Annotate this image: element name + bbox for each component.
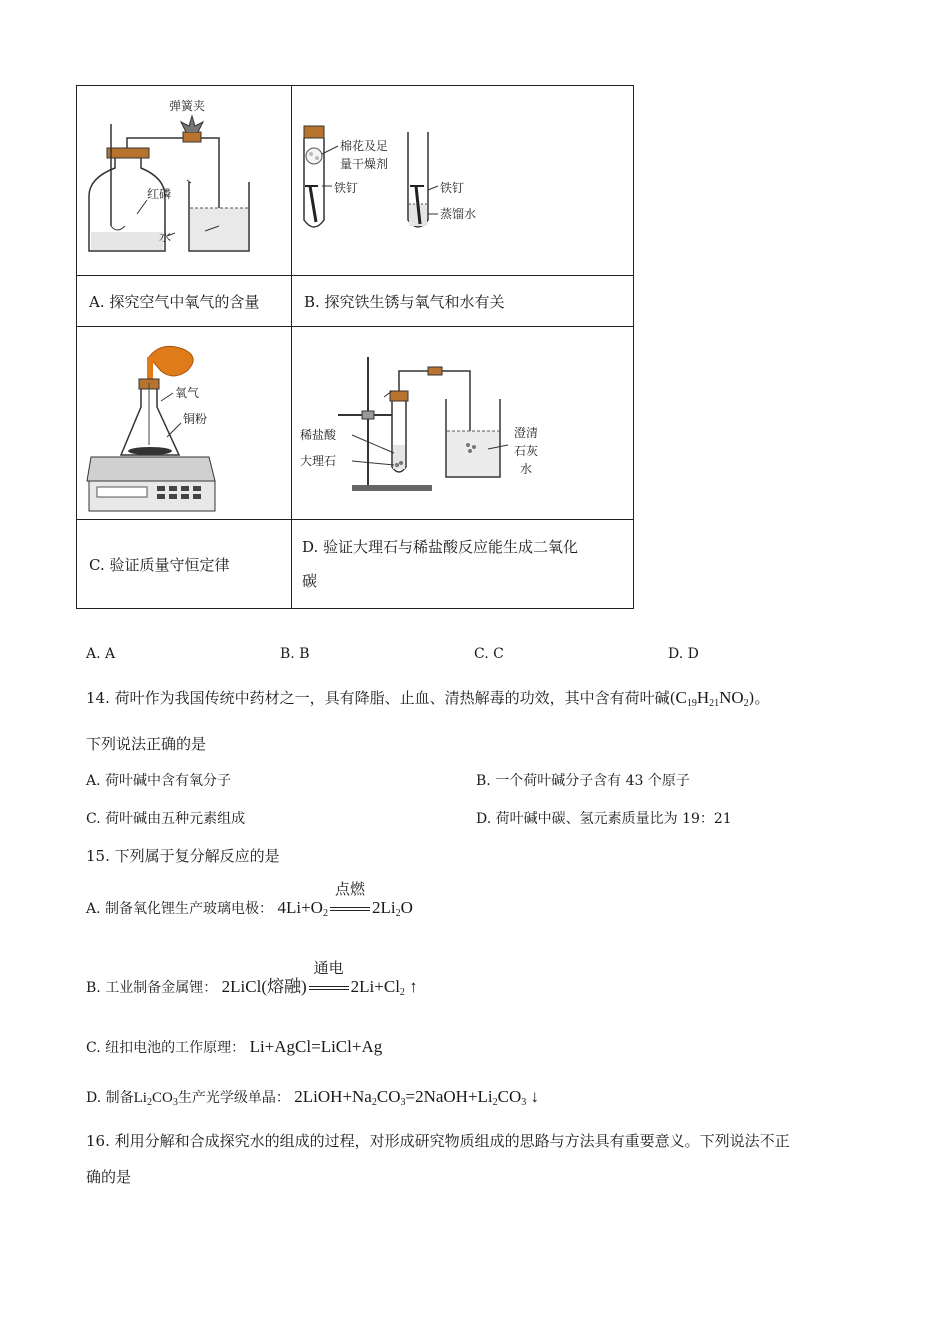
figure-d-cell bbox=[292, 327, 634, 520]
caption-d-line2: 碳 bbox=[302, 572, 318, 590]
molten-label: (熔融) bbox=[261, 977, 307, 996]
label-phosphorus: 红磷 bbox=[147, 187, 172, 201]
label-oxygen: 氧气 bbox=[175, 386, 200, 400]
caption-b: B. 探究铁生锈与氧气和水有关 bbox=[292, 276, 634, 327]
q15-b-text: B. 工业制备金属锂： bbox=[86, 980, 218, 996]
q14-stem bbox=[86, 687, 770, 708]
q15-d-prefix: D. 制备 bbox=[86, 1090, 134, 1106]
label-distilled-water: 蒸馏水 bbox=[440, 207, 477, 221]
q15-option-c[interactable] bbox=[86, 1037, 382, 1057]
q15-a-text: A. 制备氧化锂生产玻璃电极： bbox=[86, 901, 274, 917]
figure-b-cell bbox=[292, 86, 634, 276]
q14-option-a[interactable]: A. 荷叶碱中含有氧分子 bbox=[86, 773, 232, 789]
condition-ignite: 点燃 bbox=[334, 880, 365, 898]
label-cotton-2: 量干燥剂 bbox=[340, 157, 389, 171]
q15-stem: 15. 下列属于复分解反应的是 bbox=[86, 847, 280, 865]
q16-stem-line2: 确的是 bbox=[86, 1168, 132, 1186]
label-limewater-3: 水 bbox=[520, 462, 533, 476]
label-marble: 大理石 bbox=[300, 454, 337, 468]
figure-b-tubes bbox=[292, 86, 632, 271]
label-water-a: 水 bbox=[159, 230, 172, 244]
q16-stem-line1: 16. 利用分解和合成探究水的组成的过程，对形成研究物质组成的思路与方法具有重要意义。下列说法不正 bbox=[86, 1132, 790, 1150]
label-nail-1: 铁钉 bbox=[334, 181, 359, 195]
q15-a-equation: $4Li+O_2$ 点燃 $2Li_2O$ bbox=[277, 880, 413, 919]
q14-stem-suffix: )。 bbox=[748, 689, 770, 707]
label-limewater-2: 石灰 bbox=[514, 444, 539, 458]
q15-d-suffix: 生产光学级单晶： bbox=[177, 1090, 290, 1106]
q15-c-equation: Li+AgCl=LiCl+Ag bbox=[249, 1037, 383, 1056]
q13-option-a[interactable]: A. A bbox=[86, 646, 116, 662]
label-hydrochloric-acid: 稀盐酸 bbox=[300, 428, 337, 442]
q15-d-equation: $2LiOH+Na_2CO_3=2NaOH+Li_2CO_3$ ↓ bbox=[294, 1087, 540, 1108]
q15-b-equation: 2LiCl(熔融) 通电 $2Li+Cl_2$ ↑ bbox=[221, 959, 418, 998]
label-copper-powder: 铜粉 bbox=[183, 412, 208, 426]
label-cotton-1: 棉花及足 bbox=[340, 139, 389, 153]
q14-option-c[interactable]: C. 荷叶碱由五种元素组成 bbox=[86, 811, 246, 827]
caption-d-line1: D. 验证大理石与稀盐酸反应能生成二氧化 bbox=[302, 538, 579, 556]
figure-c-cell bbox=[77, 327, 292, 520]
q13-option-d[interactable]: D. D bbox=[668, 646, 699, 662]
q15-option-d[interactable] bbox=[86, 1087, 539, 1107]
figure-c-balance bbox=[77, 327, 291, 515]
label-nail-2: 铁钉 bbox=[440, 181, 465, 195]
formula-nuciferine: $C_{19}H_{21}NO_2$ bbox=[675, 688, 749, 709]
q15-c-text: C. 纽扣电池的工作原理： bbox=[86, 1040, 246, 1056]
figure-a-cell bbox=[77, 86, 292, 276]
condition-electricity: 通电 bbox=[313, 959, 344, 977]
label-limewater-1: 澄清 bbox=[514, 426, 539, 440]
q14-stem-prefix: 14. 荷叶作为我国传统中药材之一，具有降脂、止血、清热解毒的功效，其中含有荷叶碱( bbox=[86, 689, 676, 707]
caption-a: A. 探究空气中氧气的含量 bbox=[77, 276, 292, 327]
q13-option-c[interactable]: C. C bbox=[474, 646, 504, 662]
q13-option-b[interactable]: B. B bbox=[280, 646, 310, 662]
caption-c: C. 验证质量守恒定律 bbox=[77, 520, 292, 609]
q15-option-b[interactable] bbox=[86, 959, 418, 998]
q14-stem-line2: 下列说法正确的是 bbox=[86, 735, 207, 753]
figure-a-apparatus bbox=[77, 86, 291, 271]
q15-option-a[interactable] bbox=[86, 880, 413, 919]
formula-li2co3: $Li_2CO_3$ bbox=[133, 1090, 178, 1108]
figure-d-apparatus bbox=[292, 327, 632, 515]
q14-option-d[interactable]: D. 荷叶碱中碳、氢元素质量比为 19：21 bbox=[476, 811, 732, 827]
caption-d bbox=[292, 520, 634, 609]
label-clamp: 弹簧夹 bbox=[169, 99, 206, 113]
q14-option-b[interactable]: B. 一个荷叶碱分子含有 43 个原子 bbox=[476, 773, 690, 789]
experiment-table bbox=[76, 85, 634, 609]
